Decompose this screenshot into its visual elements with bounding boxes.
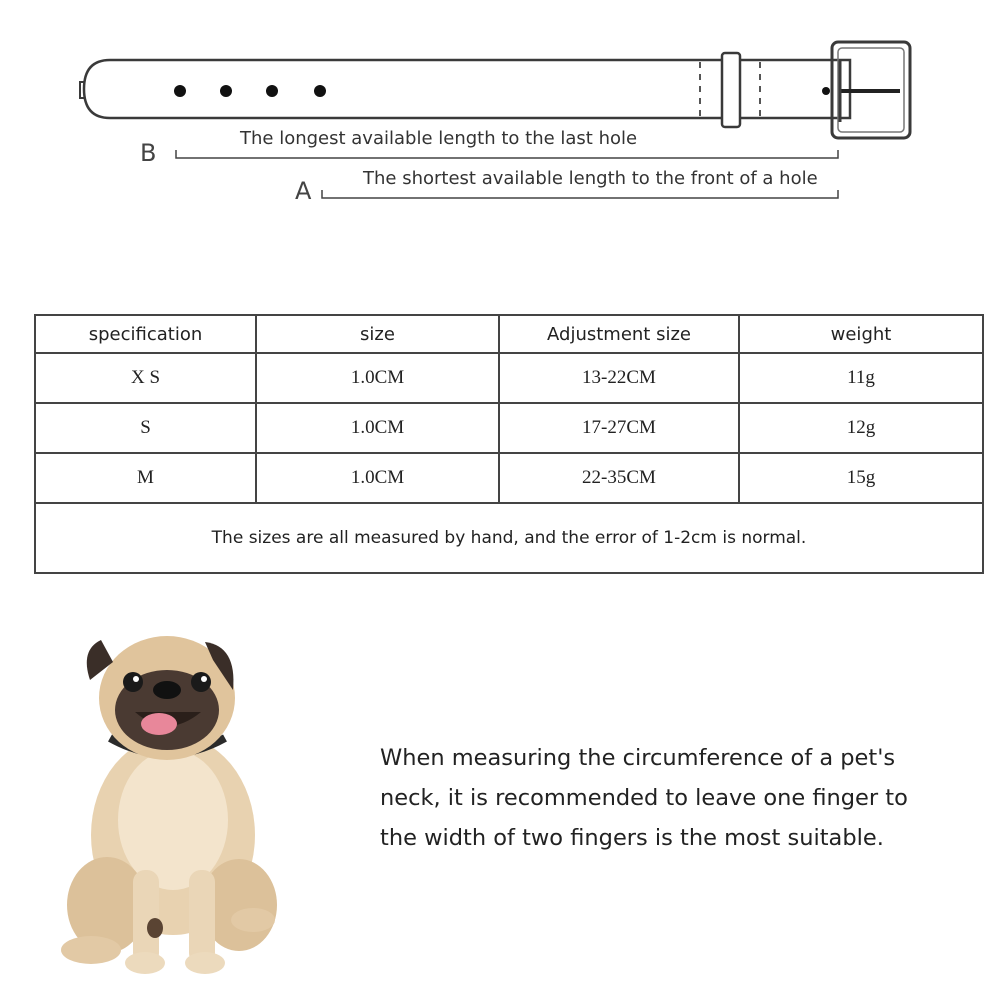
header-weight: weight <box>739 315 983 353</box>
measurement-note: The sizes are all measured by hand, and the error of 1-2cm is normal. <box>35 503 983 573</box>
label-b: B <box>140 139 157 167</box>
cell-adjust: 22-35CM <box>499 453 739 503</box>
cell-spec: M <box>35 453 256 503</box>
advice-line-1: When measuring the circumference of a pet's <box>380 745 896 771</box>
cell-spec: S <box>35 403 256 453</box>
label-a: A <box>295 177 312 205</box>
cell-spec: X S <box>35 353 256 403</box>
table-note-row <box>35 503 983 573</box>
header-adjustment-size: Adjustment size <box>499 315 739 353</box>
cell-size: 1.0CM <box>256 453 499 503</box>
size-table <box>34 314 984 574</box>
cell-weight: 15g <box>739 453 983 503</box>
header-size: size <box>256 315 499 353</box>
table-row <box>35 353 983 403</box>
cell-size: 1.0CM <box>256 353 499 403</box>
longest-length-caption: The longest available length to the last hole <box>240 128 638 149</box>
table-row <box>35 453 983 503</box>
collar-hole <box>174 85 186 97</box>
table-header-row <box>35 315 983 353</box>
pug-dog-icon <box>55 620 285 985</box>
shortest-length-caption: The shortest available length to the front of a hole <box>363 168 818 189</box>
cell-weight: 11g <box>739 353 983 403</box>
table-row <box>35 403 983 453</box>
cell-adjust: 17-27CM <box>499 403 739 453</box>
advice-line-2: neck, it is recommended to leave one finger to <box>380 785 908 811</box>
cell-size: 1.0CM <box>256 403 499 453</box>
advice-line-3: the width of two fingers is the most suitable. <box>380 825 884 851</box>
header-specification: specification <box>35 315 256 353</box>
collar-hole <box>266 85 278 97</box>
measuring-advice <box>380 738 960 858</box>
collar-hole <box>220 85 232 97</box>
cell-adjust: 13-22CM <box>499 353 739 403</box>
collar-hole <box>314 85 326 97</box>
cell-weight: 12g <box>739 403 983 453</box>
